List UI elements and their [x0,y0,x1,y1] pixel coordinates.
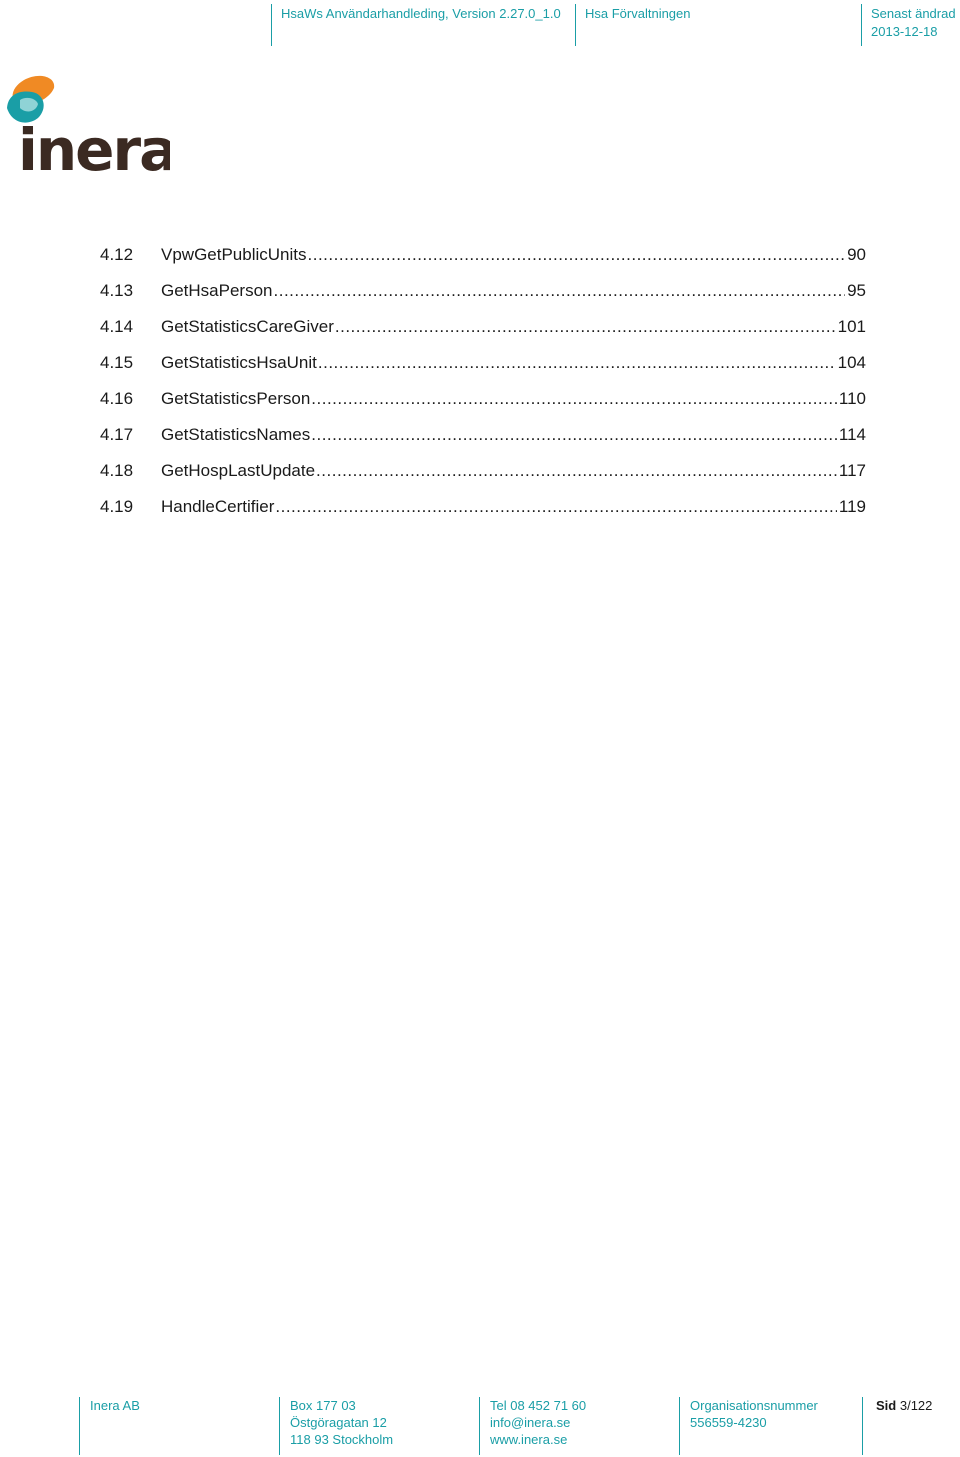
toc-entry[interactable] [100,315,866,351]
footer-page-number [862,1397,932,1455]
page-value: 3/122 [899,1398,933,1413]
toc-entry[interactable] [100,495,866,531]
toc-dot-leader [316,459,837,483]
inera-logo-graphic [4,74,170,178]
toc-entry-page[interactable]: 90 [847,245,866,264]
header-changed [861,4,956,46]
footer-company [79,1397,140,1455]
toc-entry-title[interactable]: GetStatisticsPerson [161,389,311,408]
phone-number: Tel 08 452 71 60 [490,1398,587,1413]
inera-logo [4,74,170,178]
organization-name: Hsa Förvaltningen [585,6,691,21]
toc-dot-leader [274,279,846,303]
toc-dot-leader [335,315,836,339]
address-line-1: Box 177 03 [290,1398,356,1413]
company-name: Inera AB [90,1398,140,1413]
address-line-3: 118 93 Stockholm [290,1432,394,1447]
toc-dot-leader [311,387,837,411]
toc-entry[interactable] [100,459,866,495]
address-line-2: Östgöragatan 12 [290,1415,387,1430]
toc-entry-page[interactable]: 104 [837,353,866,372]
changed-date: 2013-12-18 [871,24,938,39]
header-organization [575,4,691,46]
toc-entry-title[interactable]: GetHospLastUpdate [161,461,316,480]
toc-entry-number: 4.17 [100,425,134,444]
toc-entry[interactable] [100,243,866,279]
toc-entry-number: 4.13 [100,281,134,300]
table-of-contents [100,243,866,531]
toc-dot-leader [308,243,846,267]
toc-entry-number: 4.14 [100,317,134,336]
toc-entry-page[interactable]: 119 [838,497,866,516]
footer-organization-number [679,1397,818,1455]
toc-entry-number: 4.19 [100,497,134,516]
footer-address [279,1397,393,1455]
logo-wordmark: inera [18,116,170,178]
toc-entry[interactable] [100,279,866,315]
toc-entry-number: 4.15 [100,353,134,372]
toc-entry-number: 4.12 [100,245,134,264]
org-number-value: 556559-4230 [690,1415,767,1430]
toc-dot-leader [275,495,837,519]
toc-entry[interactable] [100,423,866,459]
toc-entry-title[interactable]: GetStatisticsHsaUnit [161,353,317,372]
email-link[interactable]: info@inera.se [490,1415,571,1430]
toc-entry-page[interactable]: 95 [847,281,866,300]
toc-dot-leader [311,423,837,447]
toc-entry-page[interactable]: 101 [837,317,866,336]
toc-entry-title[interactable]: VpwGetPublicUnits [161,245,307,264]
org-number-label: Organisationsnummer [690,1398,818,1413]
toc-entry-number: 4.16 [100,389,134,408]
toc-entry-title[interactable]: GetStatisticsCareGiver [161,317,334,336]
toc-entry[interactable] [100,351,866,387]
page-label: Sid [876,1398,897,1413]
toc-entry-title[interactable]: GetHsaPerson [161,281,273,300]
changed-label: Senast ändrad [871,6,956,21]
toc-entry-title[interactable]: GetStatisticsNames [161,425,311,444]
toc-entry-page[interactable]: 114 [838,425,866,444]
toc-entry-page[interactable]: 117 [838,461,866,480]
footer-contact [479,1397,586,1455]
toc-entry-title[interactable]: HandleCertifier [161,497,275,516]
toc-entry[interactable] [100,387,866,423]
header-document-title [271,4,561,46]
toc-entry-number: 4.18 [100,461,134,480]
website-link[interactable]: www.inera.se [490,1432,568,1447]
document-title: HsaWs Användarhandleding, Version 2.27.0_1.0 [281,6,561,21]
toc-dot-leader [318,351,836,375]
toc-entry-page[interactable]: 110 [838,389,866,408]
